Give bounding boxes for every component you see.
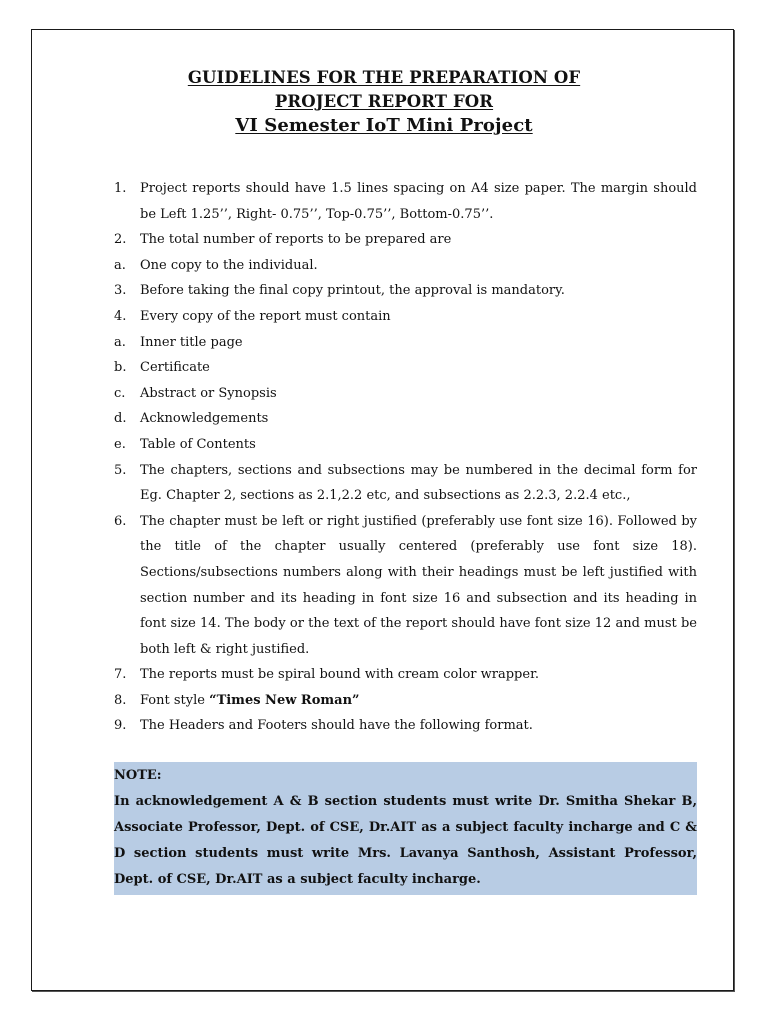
list-item-text: The chapter must be left or right justified (preferably use font size 16). Followed by the title of the chapter usually centered (preferably use font size 18). Sections/subsections numbers along with their headings must be left justified with section number and its heading in font size 16 and subsection and its heading in font size 14. The body or the text of the report should have font size 12 and must be both left & right justified.: [140, 513, 697, 657]
list-marker: 4.: [114, 308, 127, 324]
list-marker: 2.: [114, 232, 127, 248]
note-box: [114, 762, 697, 895]
list-item-text: Project reports should have 1.5 lines spacing on A4 size paper. The margin should be Left 1.25’’, Right- 0.75’’, Top-0.75’’, Bottom-0.75’’.: [140, 181, 697, 222]
guidelines-list: [114, 176, 697, 739]
list-marker: 8.: [114, 692, 127, 708]
list-marker: b.: [114, 360, 127, 376]
list-marker: 7.: [114, 667, 127, 683]
font-style-name: “Times New Roman”: [209, 692, 360, 708]
list-item: [114, 176, 697, 227]
font-style-prefix: Font style: [140, 692, 210, 708]
list-item: [114, 355, 697, 381]
list-item-text: Inner title page: [140, 334, 243, 350]
list-item: [114, 278, 697, 304]
title-line-2: PROJECT REPORT FOR: [274, 92, 494, 111]
list-marker: 9.: [114, 718, 127, 734]
list-item: [114, 381, 697, 407]
note-body: In acknowledgement A & B section students must write Dr. Smitha Shekar B, Associate Professor, Dept. of CSE, Dr.AIT as a subject faculty incharge and C & D section students must write Mrs. Lavanya Santhosh, Assistant Professor, Dept. of CSE, Dr.AIT as a subject faculty incharge.: [114, 794, 697, 887]
list-item: [114, 227, 697, 253]
list-marker: 1.: [114, 181, 127, 196]
list-item-text: Certificate: [140, 360, 210, 376]
list-item: [114, 662, 697, 688]
list-item-text: One copy to the individual.: [140, 257, 318, 273]
list-item-text: [140, 688, 697, 714]
list-marker: a.: [114, 334, 126, 350]
list-item-text: Before taking the final copy printout, the approval is mandatory.: [140, 283, 565, 299]
list-item: [114, 458, 697, 509]
list-item: [114, 330, 697, 356]
document-title: [0, 66, 768, 138]
list-item: [114, 713, 697, 739]
title-line-1: GUIDELINES FOR THE PREPARATION OF: [187, 68, 581, 87]
list-item-text: Acknowledgements: [140, 411, 269, 427]
list-marker: d.: [114, 411, 127, 427]
title-line-3: VI Semester IoT Mini Project: [235, 115, 533, 136]
list-item-text: The reports must be spiral bound with cream color wrapper.: [140, 667, 539, 683]
list-item-text: Every copy of the report must contain: [140, 308, 391, 324]
list-marker: 3.: [114, 283, 127, 299]
list-item-text: The chapters, sections and subsections may be numbered in the decimal form for Eg. Chapter 2, sections as 2.1,2.2 etc, and subsections as 2.2.3, 2.2.4 etc.,: [140, 462, 697, 504]
list-item-text: Table of Contents: [140, 436, 256, 452]
list-item-text: Abstract or Synopsis: [140, 385, 277, 401]
list-marker: 6.: [114, 513, 127, 529]
list-marker: 5.: [114, 462, 127, 478]
list-item: [114, 432, 697, 458]
list-marker: a.: [114, 257, 126, 273]
list-item: [114, 253, 697, 279]
list-item: [114, 688, 697, 714]
list-item: [114, 509, 697, 663]
list-item: [114, 304, 697, 330]
list-item: [114, 406, 697, 432]
list-marker: c.: [114, 385, 126, 401]
list-item-text: The Headers and Footers should have the following format.: [140, 718, 533, 734]
note-heading: NOTE:: [114, 768, 162, 783]
list-marker: e.: [114, 436, 126, 452]
list-item-text: The total number of reports to be prepared are: [140, 232, 452, 248]
